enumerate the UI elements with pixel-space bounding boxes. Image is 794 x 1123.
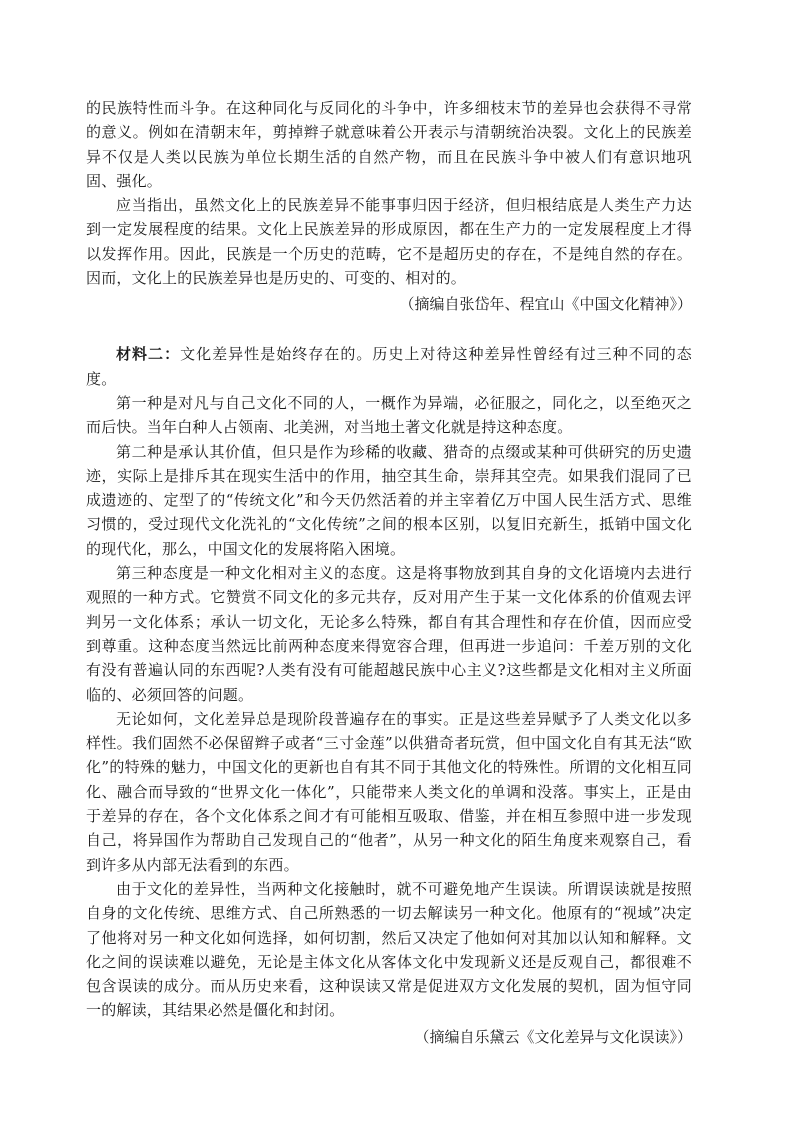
material2-source: （摘编自乐黛云《文化差异与文化误读》） [414, 1027, 692, 1046]
material1-source: （摘编自张岱年、程宜山《中国文化精神》） [399, 295, 692, 314]
material2-intro: 文化差异性是始终存在的。历史上对待这种差异性曾经有过三种不同的态度。 [86, 345, 692, 388]
material2-paragraph-2: 第二种是承认其价值，但只是作为珍稀的收藏、猎奇的点缀或某种可供研究的历史遗迹，实际上是排斥其在现实生活中的作用，抽空其生命，崇拜其空壳。如果我们混同了已成遗迹的、定型了的“传统文化”和今天仍然活着的并主宰着亿万中国人民生活方式、思维习惯的，受过现代文化洗礼的“文化传统”之间的根本区别，以复旧充新生，抵销中国文化的现代化，那么，中国文化的发展将陷入困境。 [86, 442, 692, 558]
material1-paragraph-1: 的民族特性而斗争。在这种同化与反同化的斗争中，许多细枝末节的差异也会获得不寻常的意义。例如在清朝末年，剪掉辫子就意味着公开表示与清朝统治决裂。文化上的民族差异不仅是人类以民族为单位长期生活的自然产物，而且在民族斗争中被人们有意识地巩固、强化。 [86, 99, 692, 190]
material2-paragraph-3: 第三种态度是一种文化相对主义的态度。这是将事物放到其自身的文化语境内去进行观照的一种方式。它赞赏不同文化的多元共存，反对用产生于某一文化体系的价值观去评判另一文化体系；承认一切文化，无论多么特殊，都自有其合理性和存在价值，因而应受到尊重。这种态度当然远比前两种态度来得宽容合理，但再进一步追问：千差万别的文化有没有普遍认同的东西呢?人类有没有可能超越民族中心主义?这些都是文化相对主义所面临的、必须回答的问题。 [86, 564, 692, 704]
material1-paragraph-2: 应当指出，虽然文化上的民族差异不能事事归因于经济，但归根结底是人类生产力达到一定发展程度的结果。文化上民族差异的形成原因，都在生产力的一定发展程度上才得以发挥作用。因此，民族是一个历史的范畴，它不是超历史的存在，不是纯自然的存在。因而，文化上的民族差异也是历史的、可变的、相对的。 [86, 196, 692, 288]
document-page [86, 96, 692, 1049]
section-gap [86, 316, 692, 342]
material2-paragraph-1: 第一种是对凡与自己文化不同的人，一概作为异端，必征服之，同化之，以至绝灭之而后快。当年白种人占领南、北美洲，对当地土著文化就是持这种态度。 [86, 393, 692, 437]
material2-intro-paragraph [86, 342, 692, 391]
material2-paragraph-5: 由于文化的差异性，当两种文化接触时，就不可避免地产生误读。所谓误读就是按照自身的文化传统、思维方式、自己所熟悉的一切去解读另一种文化。他原有的“视域”决定了他将对另一种文化如何选择，如何切割，然后又决定了他如何对其加以认知和解释。文化之间的误读难以避免，无论是主体文化从客体文化中发现新义还是反观自己，都很难不包含误读的成分。而从历史来看，这种误读又常是促进双方文化发展的契机，固为恒守同一的解读，其结果必然是僵化和封闭。 [86, 879, 692, 1020]
material2-paragraph-4: 无论如何，文化差异总是现阶段普遍存在的事实。正是这些差异赋予了人类文化以多样性。我们固然不必保留辫子或者“三寸金莲”以供猎奇者玩赏，但中国文化自有其无法“欧化”的特殊的魅力，中国文化的更新也自有其不同于其他文化的特殊性。所谓的文化相互同化、融合而导致的“世界文化一体化”，只能带来人类文化的单调和没落。事实上，正是由于差异的存在，各个文化体系之间才有可能相互吸取、借鉴，并在相互参照中进一步发现自己，将异国作为帮助自己发现自己的“他者”，从另一种文化的陌生角度来观察自己，看到许多从内部无法看到的东西。 [86, 709, 692, 874]
material2-label: 材料二： [116, 345, 181, 364]
